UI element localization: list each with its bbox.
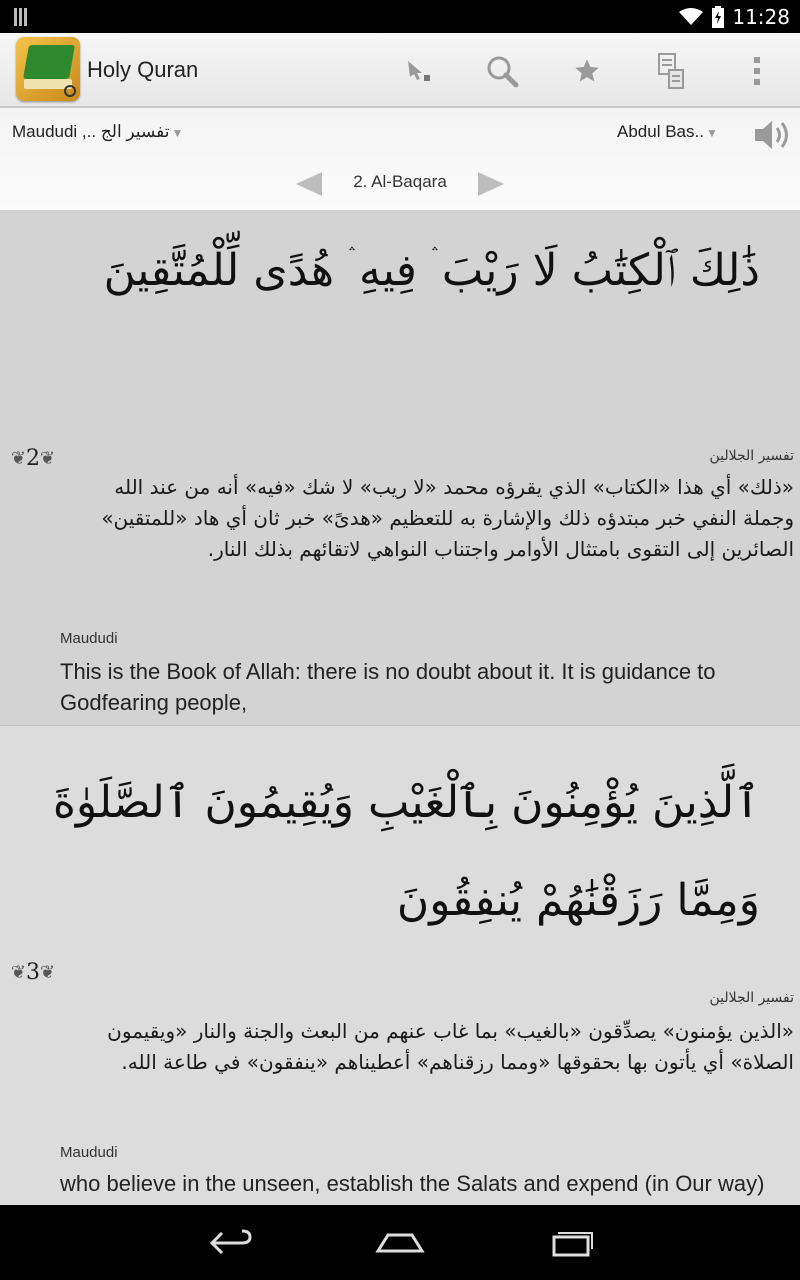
reciter-select[interactable]: [617, 122, 718, 142]
translation-text: This is the Book of Allah: there is no doubt about it. It is guidance to Godfearing people,: [60, 659, 716, 715]
verse-item[interactable]: [0, 726, 800, 1206]
recent-apps-icon[interactable]: [540, 1223, 600, 1263]
status-bar: [0, 0, 800, 33]
verse-item[interactable]: [0, 210, 800, 726]
system-nav-bar: [0, 1205, 800, 1280]
bookmark-star-icon[interactable]: [567, 53, 607, 89]
surah-navigator: [0, 168, 800, 200]
chevron-down-icon: ▼: [705, 126, 718, 140]
speaker-icon[interactable]: [752, 118, 792, 152]
back-icon[interactable]: [200, 1223, 260, 1263]
translation-label: Maududi: [60, 1144, 118, 1161]
clock: 11:28: [732, 5, 790, 29]
wifi-icon: [678, 7, 704, 27]
tafsir-text: «ذلك» أي هذا «الكتاب» الذي يقرؤه محمد «لا ريب» لا شك «فيه» أنه من عند الله وجملة النفي خبر مبتدؤه ذلك والإشارة به للتعظيم «هدىً» خبر ثان أي هاد «للمتقين» الصائرين إلى التقوى بامتثال الأوامر واجتناب النواهي لاتقائهم بذلك النار.: [101, 475, 794, 561]
next-surah-icon[interactable]: [478, 172, 504, 196]
surah-title[interactable]: 2. Al-Baqara: [353, 172, 447, 191]
jump-to-verse-icon[interactable]: [398, 53, 438, 89]
tafsir-select[interactable]: [12, 122, 183, 142]
verse-list[interactable]: [0, 210, 800, 1205]
verse-arabic-text: ذَٰلِكَ ٱلْكِتَٰبُ لَا رَيْبَ ۛ فِيهِ ۛ هُدًى لِّلْمُتَّقِينَ: [103, 245, 760, 296]
app-logo-icon[interactable]: [16, 37, 80, 101]
verse-arabic-text: ٱلَّذِينَ يُؤْمِنُونَ بِٱلْغَيْبِ وَيُقِيمُونَ ٱلصَّلَوٰةَ وَمِمَّا رَزَقْنَٰهُمْ يُنفِقُونَ: [52, 777, 760, 926]
tafsir-text: «الذين يؤمنون» يصدِّقون «بالغيب» بما غاب عنهم من البعث والجنة والنار «ويقيمون الصلاة» أي يأتون بها بحقوقها «ومما رزقناهم» أعطيناهم «ينفقون» في طاعة الله.: [107, 1019, 794, 1074]
home-icon[interactable]: [370, 1223, 430, 1263]
app-title: Holy Quran: [87, 57, 199, 82]
translations-icon[interactable]: [652, 53, 692, 89]
reciter-select-label: Abdul Bas..: [617, 122, 704, 141]
verse-number-marker: ❦ 3 ❦: [10, 959, 56, 985]
signal-icon: [14, 8, 34, 26]
search-icon[interactable]: [482, 53, 522, 89]
tafsir-label: تفسير الجلالين: [709, 448, 794, 464]
tafsir-label: تفسير الجلالين: [709, 990, 794, 1006]
translation-text: who believe in the unseen, establish the Salats and expend (in Our way): [60, 1171, 765, 1196]
verse-number: 3: [26, 959, 40, 985]
translation-label: Maududi: [60, 630, 118, 647]
overflow-menu-icon[interactable]: [737, 53, 777, 89]
verse-number-marker: ❦ 2 ❦: [10, 445, 56, 471]
action-bar: [0, 33, 800, 108]
battery-icon: [712, 6, 724, 28]
verse-number: 2: [26, 445, 40, 471]
controls-bar: [0, 108, 800, 210]
previous-surah-icon[interactable]: [296, 172, 322, 196]
chevron-down-icon: ▼: [171, 126, 184, 140]
tafsir-select-label: Maududi ,.. تفسير الج: [12, 122, 170, 141]
